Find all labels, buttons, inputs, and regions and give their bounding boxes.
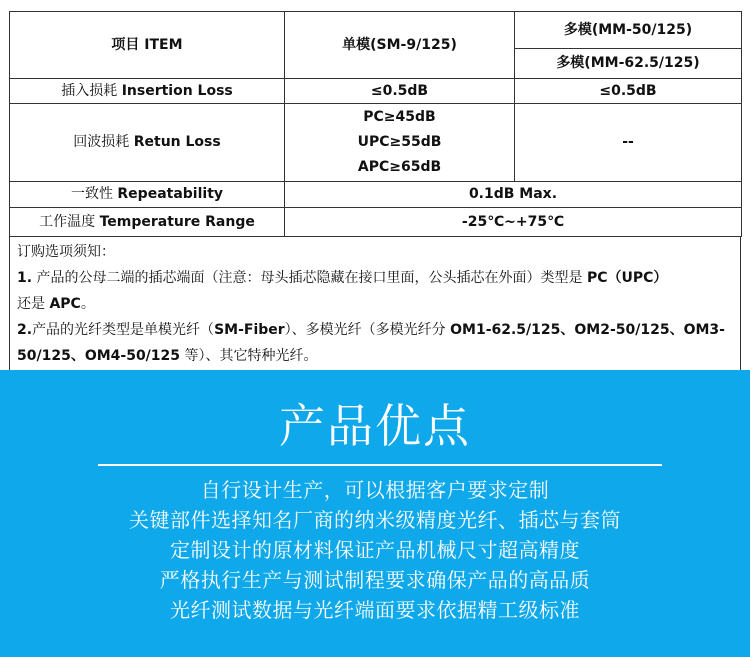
spec-section bbox=[9, 11, 741, 374]
value-return-mm: -- bbox=[515, 104, 742, 182]
header-item: 项目 ITEM bbox=[10, 12, 285, 79]
row-repeatability bbox=[10, 182, 742, 208]
value-insertion-sm: ≤0.5dB bbox=[285, 79, 515, 104]
label-repeatability: 一致性 Repeatability bbox=[10, 182, 285, 208]
feature-item: 光纤测试数据与光纤端面要求依据精工级标准 bbox=[170, 598, 580, 622]
banner-title: 产品优点 bbox=[279, 399, 471, 453]
feature-item: 定制设计的原材料保证产品机械尺寸超高精度 bbox=[170, 538, 580, 562]
feature-list bbox=[0, 475, 750, 625]
header-multimode-62-5: 多模(MM-62.5/125) bbox=[515, 49, 742, 79]
row-return-loss bbox=[10, 104, 742, 182]
note-2: 2.产品的光纤类型是单模光纤（SM-Fiber）、多模光纤（多模光纤分 OM1-62.5/125、OM2-50/125、OM3-50/125、OM4-50/125 等）、其它特种光纤。 bbox=[17, 322, 725, 364]
header-multimode-50: 多模(MM-50/125) bbox=[515, 12, 742, 49]
value-temperature: -25℃~+75℃ bbox=[285, 208, 742, 237]
order-notes bbox=[9, 237, 741, 374]
return-apc: APC≥65dB bbox=[357, 159, 442, 175]
spec-table bbox=[9, 11, 742, 237]
return-upc: UPC≥55dB bbox=[357, 134, 442, 150]
label-temperature: 工作温度 Temperature Range bbox=[10, 208, 285, 237]
label-insertion-loss: 插入损耗 Insertion Loss bbox=[10, 79, 285, 104]
banner-divider bbox=[98, 464, 662, 466]
return-pc: PC≥45dB bbox=[363, 109, 436, 125]
value-return-sm bbox=[285, 104, 515, 182]
feature-item: 严格执行生产与测试制程要求确保产品的高品质 bbox=[159, 568, 591, 592]
label-return-loss: 回波损耗 Retun Loss bbox=[10, 104, 285, 182]
feature-item: 关键部件选择知名厂商的纳米级精度光纤、插芯与套筒 bbox=[129, 508, 621, 532]
note-1: 1. 产品的公母二端的插芯端面（注意：母头插芯隐藏在接口里面，公头插芯在外面）类型是 PC（UPC） 还是 APC。 bbox=[17, 270, 668, 312]
value-insertion-mm: ≤0.5dB bbox=[515, 79, 742, 104]
advantages-banner bbox=[0, 370, 750, 657]
spec-header-row bbox=[10, 12, 742, 49]
row-temperature bbox=[10, 208, 742, 237]
header-single-mode: 单模(SM-9/125) bbox=[285, 12, 515, 79]
feature-item: 自行设计生产，可以根据客户要求定制 bbox=[200, 478, 550, 502]
value-repeatability: 0.1dB Max. bbox=[285, 182, 742, 208]
notes-heading: 订购选项须知： bbox=[17, 244, 115, 260]
row-insertion-loss bbox=[10, 79, 742, 104]
